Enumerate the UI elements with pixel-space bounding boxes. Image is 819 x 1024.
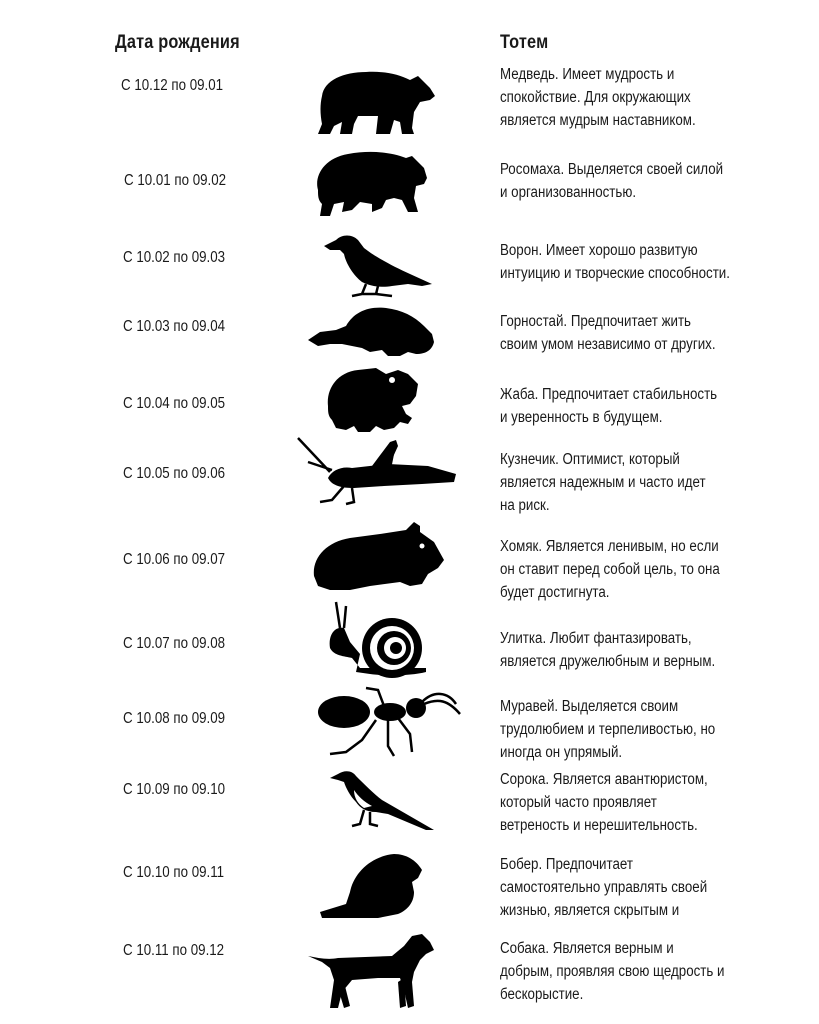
description-line: будет достигнута.	[500, 584, 610, 601]
totem-description	[500, 768, 749, 837]
description-line: Ворон. Имеет хорошо развитую	[500, 242, 698, 259]
description-line: на риск.	[500, 497, 550, 514]
description-line: иногда он упрямый.	[500, 744, 623, 761]
description-line: Росомаха. Выделяется своей силой	[500, 161, 724, 178]
magpie-icon	[330, 768, 438, 834]
date-range: С 10.01 по 09.02	[124, 172, 227, 189]
description-line: Жаба. Предпочитает стабильность	[500, 386, 718, 403]
date-range: С 10.08 по 09.09	[123, 710, 226, 727]
totem-description	[500, 695, 749, 764]
header-birth-date: Дата рождения	[115, 32, 240, 53]
description-line: является дружелюбным и верным.	[500, 653, 716, 670]
totem-description	[500, 310, 749, 356]
description-line: Собака. Является верным и	[500, 940, 674, 957]
description-line: является надежным и часто идет	[500, 474, 706, 491]
description-line: и уверенность в будущем.	[500, 409, 663, 426]
description-line: добрым, проявляя свою щедрость и	[500, 963, 725, 980]
description-line: Медведь. Имеет мудрость и	[500, 66, 675, 83]
description-line: ветреность и нерешительность.	[500, 817, 698, 834]
hamster-icon	[310, 520, 446, 592]
description-line: своим умом независимо от других.	[500, 336, 716, 353]
wolverine-icon	[312, 150, 428, 220]
date-range: С 10.09 по 09.10	[123, 781, 226, 798]
description-line: бескорыстие.	[500, 986, 584, 1003]
date-range: С 10.03 по 09.04	[123, 318, 226, 335]
totem-description	[500, 239, 749, 285]
totem-description	[500, 383, 749, 429]
description-line: является мудрым наставником.	[500, 112, 696, 129]
description-line: самостоятельно управлять своей	[500, 879, 708, 896]
description-line: и организованностью.	[500, 184, 637, 201]
totem-description	[500, 627, 749, 673]
date-range: С 10.06 по 09.07	[123, 551, 226, 568]
totem-description	[500, 63, 749, 132]
ant-icon	[306, 686, 462, 758]
description-line: спокойствие. Для окружающих	[500, 89, 691, 106]
totem-description	[500, 853, 749, 922]
description-line: Бобер. Предпочитает	[500, 856, 633, 873]
bear-icon	[314, 66, 436, 136]
description-line: Кузнечик. Оптимист, который	[500, 451, 680, 468]
description-line: Муравей. Выделяется своим	[500, 698, 679, 715]
totem-description	[500, 448, 749, 517]
beaver-icon	[318, 852, 424, 920]
date-range: С 10.07 по 09.08	[123, 635, 226, 652]
date-range: С 10.05 по 09.06	[123, 465, 226, 482]
description-line: он ставит перед собой цель, то она	[500, 561, 720, 578]
date-range: С 10.04 по 09.05	[123, 395, 226, 412]
snail-icon	[326, 598, 430, 680]
description-line: трудолюбием и терпеливостью, но	[500, 721, 716, 738]
totem-description	[500, 937, 749, 1006]
description-line: интуицию и творческие способности.	[500, 265, 730, 282]
date-range: С 10.12 по 09.01	[121, 77, 224, 94]
dog-icon	[308, 932, 436, 1012]
raven-icon	[322, 232, 434, 300]
description-line: Горностай. Предпочитает жить	[500, 313, 692, 330]
description-line: жизнью, является скрытым и	[500, 902, 680, 919]
date-range: С 10.10 по 09.11	[123, 864, 225, 881]
grasshopper-icon	[298, 434, 460, 506]
description-line: который часто проявляет	[500, 794, 657, 811]
totem-description	[500, 158, 749, 204]
description-line: Улитка. Любит фантазировать,	[500, 630, 692, 647]
description-line: Сорока. Является авантюристом,	[500, 771, 708, 788]
date-range: С 10.02 по 09.03	[123, 249, 226, 266]
date-range: С 10.11 по 09.12	[123, 942, 225, 959]
totem-description	[500, 535, 749, 604]
header-totem: Тотем	[500, 32, 549, 53]
stoat-icon	[306, 304, 436, 360]
toad-icon	[324, 366, 420, 436]
description-line: Хомяк. Является ленивым, но если	[500, 538, 719, 555]
